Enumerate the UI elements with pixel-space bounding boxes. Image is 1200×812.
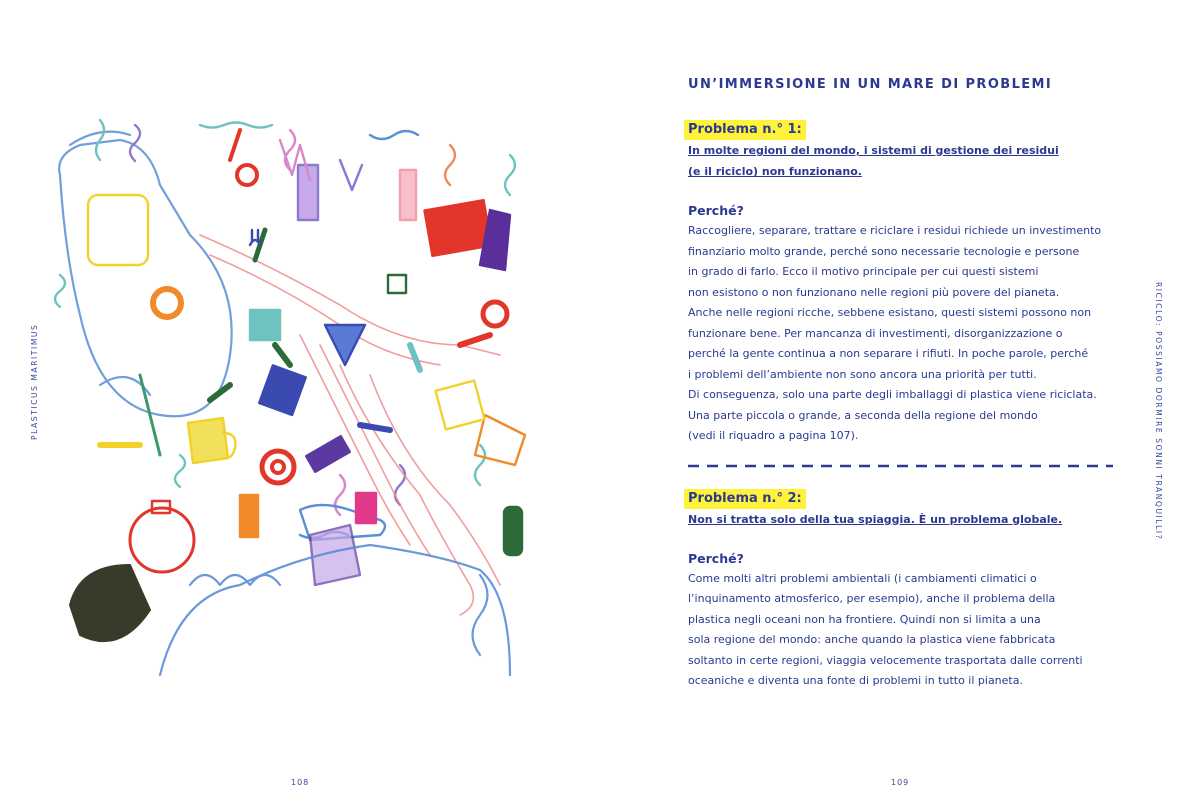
problem-1-label: Problema n.° 1: bbox=[684, 120, 806, 140]
problem-2-body-line: oceaniche e diventa una fonte di problemi in tutto il pianeta. bbox=[688, 674, 1023, 687]
article-column bbox=[688, 74, 1128, 692]
problem-1-body-line: funzionare bene. Per mancanza di investimenti, disorganizzazione o bbox=[688, 326, 1063, 340]
problem-1-body-line: perché la gente continua a non separare i rifiuti. In poche parole, perché bbox=[688, 347, 1089, 360]
problem-2-body-line: plastica negli oceani non ha frontiere. Quindi non si limita a una bbox=[688, 612, 1041, 626]
problem-2-body-line: l’inquinamento atmosferico, per esempio), anche il problema della bbox=[688, 592, 1056, 605]
problem-1 bbox=[688, 118, 1128, 447]
problem-2-body-line: sola regione del mondo: anche quando la plastica viene fabbricata bbox=[688, 633, 1056, 646]
problem-2-body-line: Come molti altri problemi ambientali (i cambiamenti climatici o bbox=[688, 571, 1037, 585]
section-title: UN’IMMERSIONE IN UN MARE DI PROBLEMI bbox=[688, 77, 1053, 92]
problem-1-statement-line: (e il riciclo) non funzionano. bbox=[688, 165, 862, 178]
problem-1-body-line: Di conseguenza, solo una parte degli imballaggi di plastica viene riciclata. bbox=[688, 388, 1097, 401]
big-bottle-drawing bbox=[59, 132, 232, 417]
plastic-sea-illustration bbox=[40, 115, 580, 705]
page-number-right: 109 bbox=[891, 778, 910, 787]
page-number-left: 108 bbox=[291, 778, 310, 787]
problem-1-body-line: Una parte piccola o grande, a seconda della regione del mondo bbox=[688, 408, 1038, 422]
problem-1-body-line: Raccogliere, separare, trattare e riciclare i residui richiede un investimento bbox=[688, 224, 1102, 237]
problem-1-body-line: non esistono o non funzionano nelle regioni più povere del pianeta. bbox=[688, 285, 1060, 299]
running-title-right: RICICLO: POSSIAMO DORMIRE SONNI TRANQUILLI? bbox=[1154, 282, 1163, 541]
problem-2-statement-line: Non si tratta solo della tua spiaggia. È un problema globale. bbox=[688, 512, 1063, 526]
problem-1-body-line: in grado di farlo. Ecco il motivo principale per cui questi sistemi bbox=[688, 265, 1039, 278]
problem-1-statement-line: In molte regioni del mondo, i sistemi di gestione dei residui bbox=[688, 144, 1059, 157]
problem-1-why-heading: Perché? bbox=[688, 203, 744, 218]
dark-object-drawing bbox=[70, 565, 150, 641]
problem-2-label: Problema n.° 2: bbox=[684, 489, 806, 509]
running-title-left: PLASTICUS MARITIMUS bbox=[30, 323, 39, 440]
problem-2-body-line: soltanto in certe regioni, viaggia velocemente trasportata dalle correnti bbox=[688, 653, 1083, 667]
problem-1-body-line: Anche nelle regioni ricche, sebbene esistano, questi sistemi possono non bbox=[688, 306, 1092, 319]
problem-2 bbox=[688, 487, 1128, 692]
dashed-divider bbox=[688, 462, 1113, 470]
problem-2-why-heading: Perché? bbox=[688, 550, 744, 566]
problem-1-body-line: finanziario molto grande, perché sono necessarie tecnologie e persone bbox=[688, 244, 1080, 258]
problem-1-body-line: i problemi dell’ambiente non sono ancora una priorità per tutti. bbox=[688, 367, 1037, 381]
problem-1-body-line: (vedi il riquadro a pagina 107). bbox=[688, 429, 859, 442]
